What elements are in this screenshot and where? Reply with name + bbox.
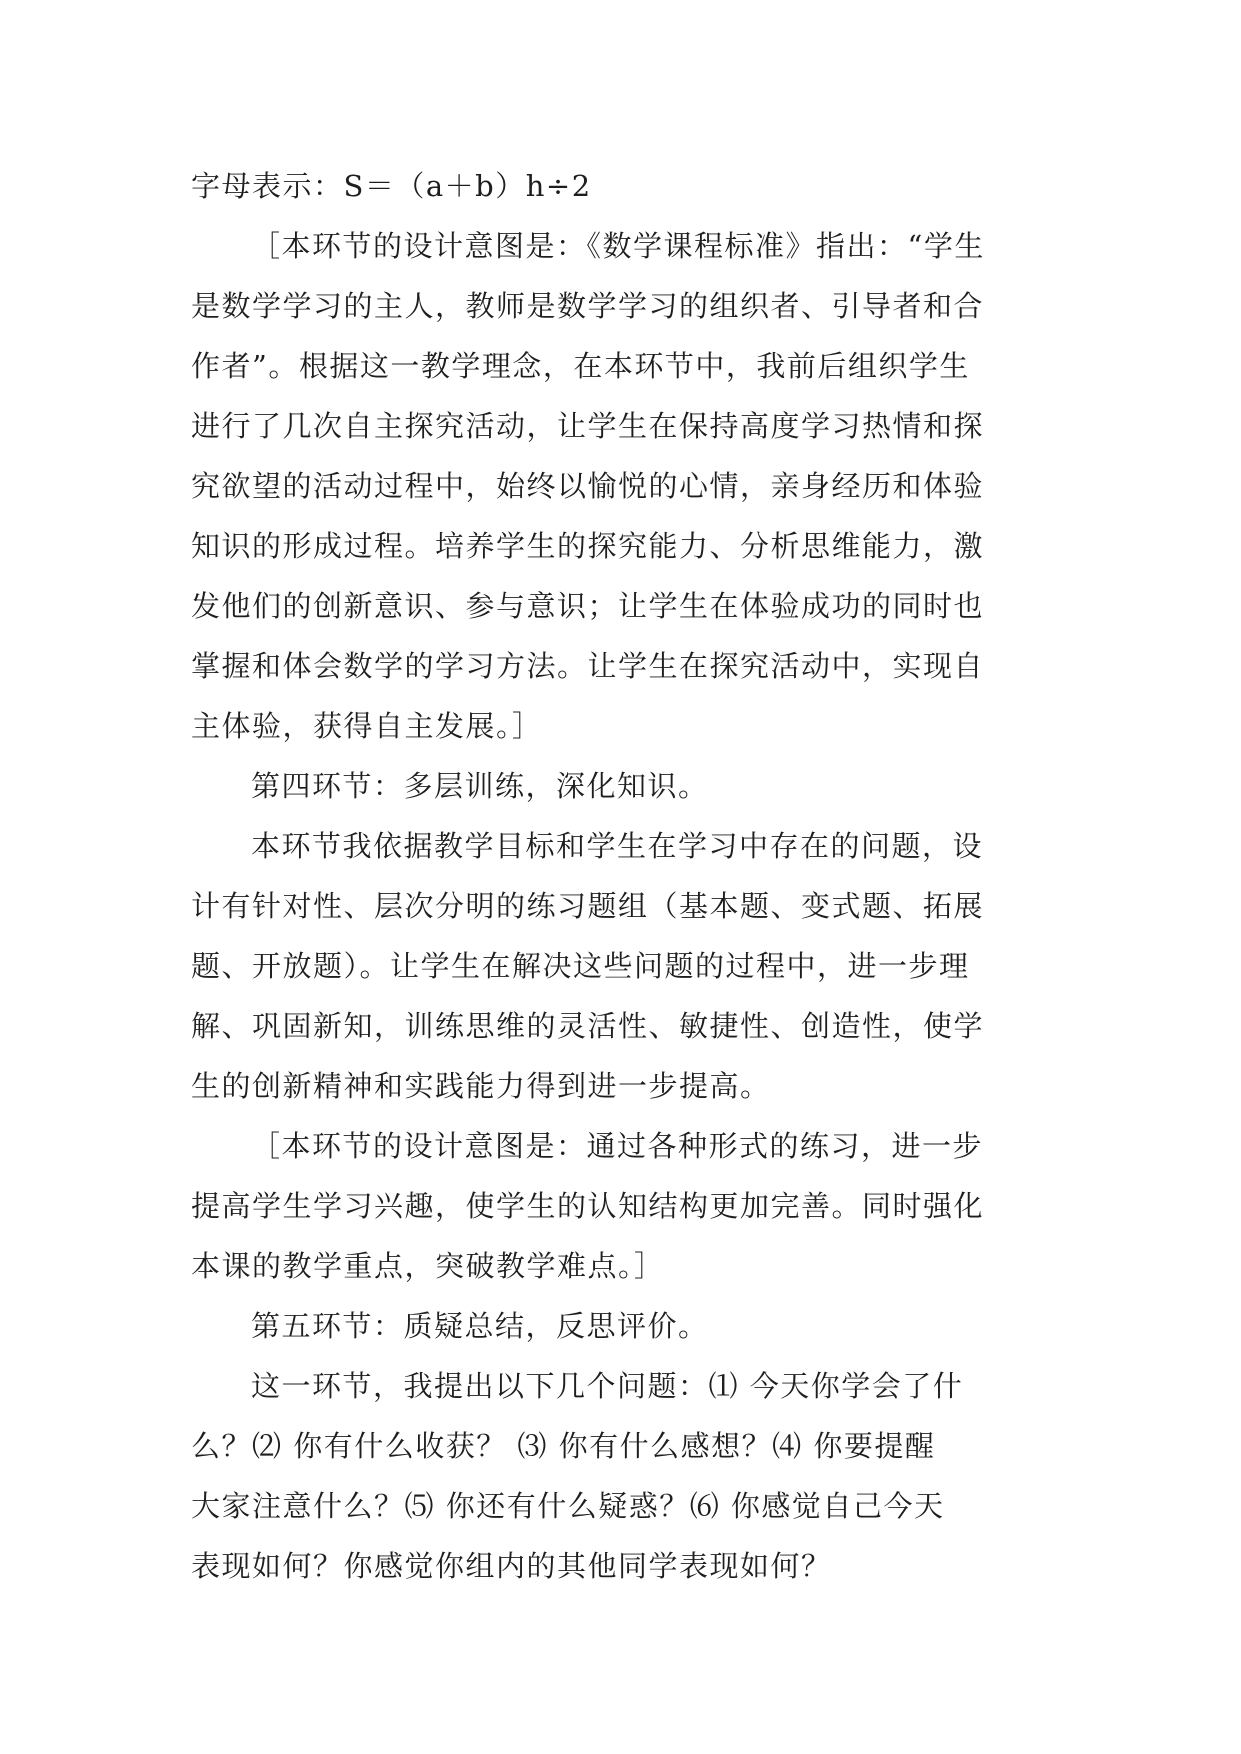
- paragraph-line: 知识的形成过程。培养学生的探究能力、分析思维能力，激: [191, 529, 985, 563]
- paragraph-line: 进行了几次自主探究活动，让学生在保持高度学习热情和探: [191, 409, 985, 443]
- paragraph-line: 掌握和体会数学的学习方法。让学生在探究活动中，实现自: [191, 649, 985, 683]
- formula-line: 字母表示：S＝（a＋b）h÷2: [191, 169, 592, 203]
- paragraph-line: 么？⑵ 你有什么收获？ ⑶ 你有什么感想？⑷ 你要提醒: [191, 1429, 936, 1463]
- paragraph-line: ［本环节的设计意图是：《数学课程标准》指出：“学生: [251, 229, 985, 263]
- paragraph-line: ［本环节的设计意图是：通过各种形式的练习，进一步: [251, 1129, 984, 1163]
- paragraph-line: 提高学生学习兴趣，使学生的认知结构更加完善。同时强化: [191, 1189, 985, 1223]
- paragraph-line: 表现如何？你感觉你组内的其他同学表现如何？: [191, 1549, 832, 1583]
- section-heading: 第四环节：多层训练，深化知识。: [251, 769, 709, 803]
- paragraph-line: 解、巩固新知，训练思维的灵活性、敏捷性、创造性，使学: [191, 1009, 985, 1043]
- paragraph-line: 本课的教学重点，突破教学难点。］: [191, 1249, 665, 1283]
- document-body: [191, 156, 1061, 1596]
- paragraph-line: 作者”。根据这一教学理念，在本环节中，我前后组织学生: [191, 349, 970, 383]
- paragraph-line: 计有针对性、层次分明的练习题组（基本题、变式题、拓展: [191, 889, 985, 923]
- paragraph-line: 发他们的创新意识、参与意识；让学生在体验成功的同时也: [191, 589, 985, 623]
- section-heading: 第五环节：质疑总结，反思评价。: [251, 1309, 709, 1343]
- paragraph-line: 究欲望的活动过程中，始终以愉悦的心情，亲身经历和体验: [191, 469, 985, 503]
- paragraph-line: 本环节我依据教学目标和学生在学习中存在的问题，设: [251, 829, 984, 863]
- paragraph-line: 大家注意什么？⑸ 你还有什么疑惑？⑹ 你感觉自己今天: [191, 1489, 945, 1523]
- paragraph-line: 是数学学习的主人，教师是数学学习的组织者、引导者和合: [191, 289, 985, 323]
- paragraph-line: 题、开放题）。让学生在解决这些问题的过程中，进一步理: [191, 949, 970, 983]
- paragraph-line: 主体验，获得自主发展。］: [191, 709, 543, 743]
- paragraph-line: 这一环节，我提出以下几个问题：⑴ 今天你学会了什: [251, 1369, 964, 1403]
- paragraph-line: 生的创新精神和实践能力得到进一步提高。: [191, 1069, 771, 1103]
